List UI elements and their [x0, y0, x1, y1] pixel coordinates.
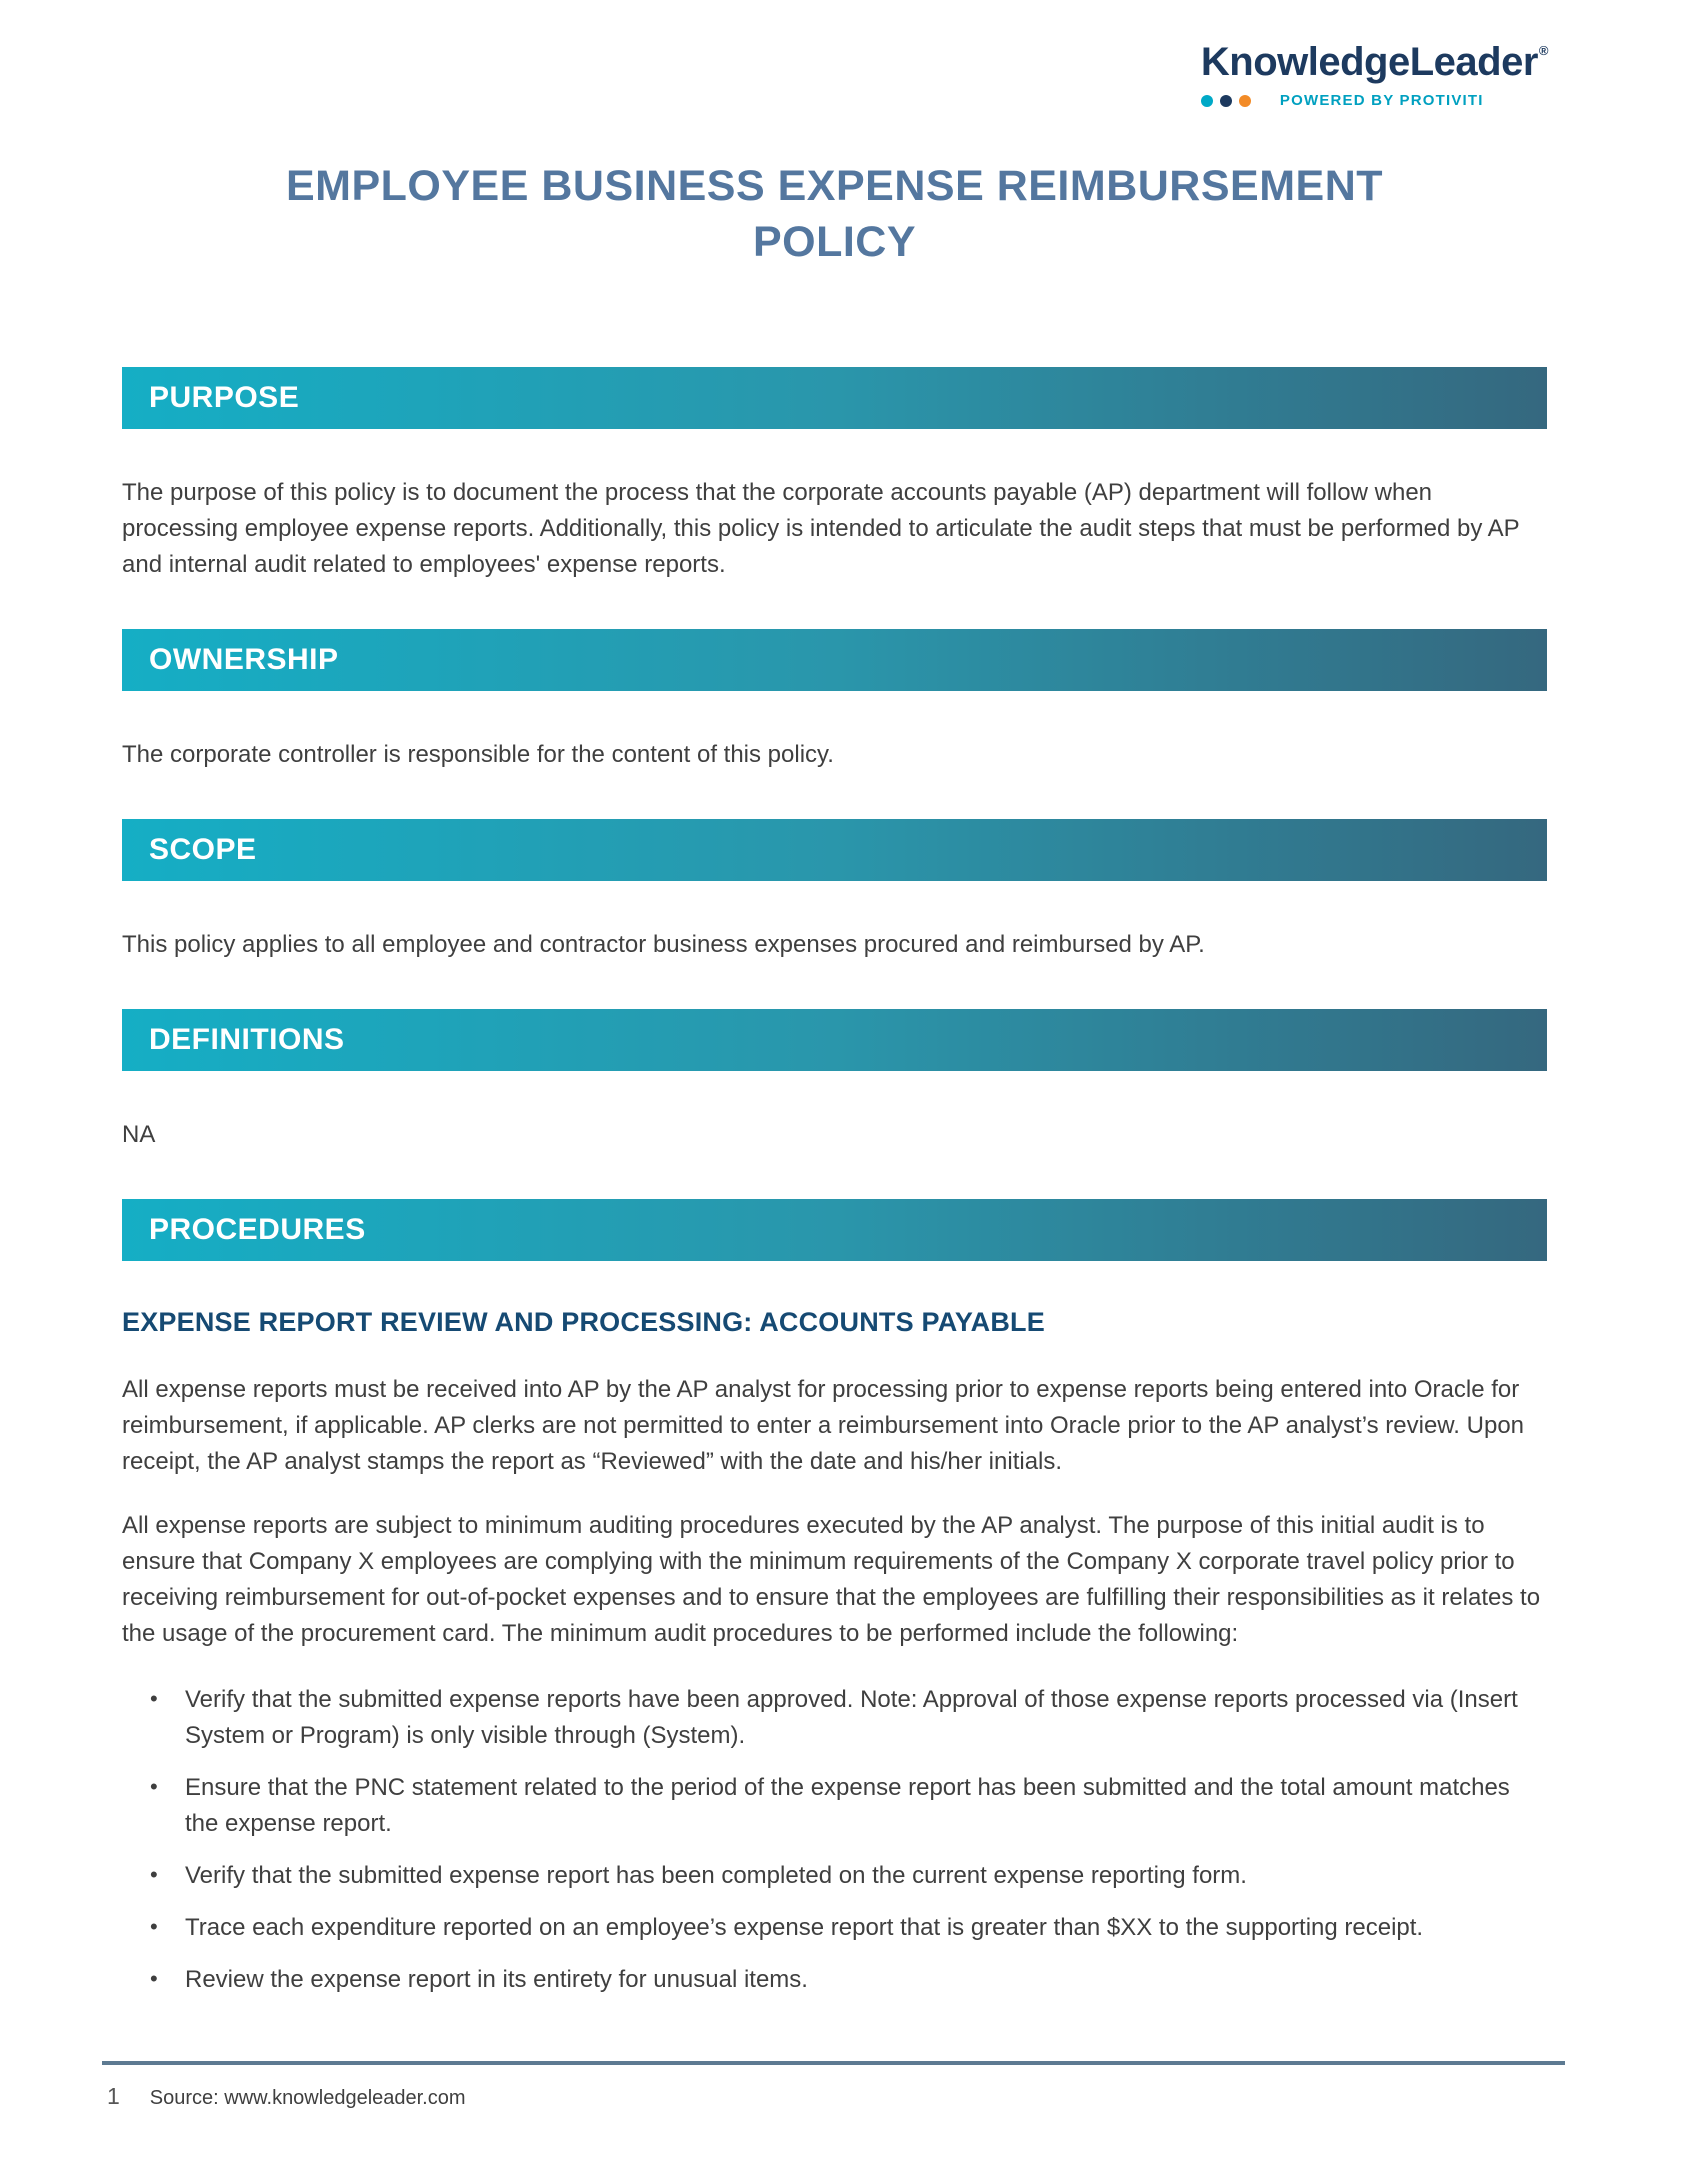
scope-body-text: This policy applies to all employee and contractor business expenses procured and reimbursed by AP.	[122, 930, 1205, 958]
logo-dot-teal-icon	[1201, 95, 1213, 107]
section-heading-label: PURPOSE	[149, 380, 300, 414]
logo-brand-text: KnowledgeLeader	[1200, 40, 1538, 84]
section-definitions	[122, 1009, 1547, 1153]
page-footer	[102, 2061, 1565, 2110]
footer-divider	[102, 2061, 1565, 2065]
section-heading-label: OWNERSHIP	[149, 642, 339, 676]
logo-tagline: POWERED BY PROTIVITI	[1279, 92, 1484, 109]
footer-row	[102, 2083, 1565, 2110]
registered-trademark-icon: ®	[1538, 43, 1548, 58]
list-item: • Trace each expenditure reported on an employee’s expense report that is greater than $XX to the supporting receipt.	[122, 1910, 1547, 1946]
page-title-line1: EMPLOYEE BUSINESS EXPENSE REIMBURSEMENT	[285, 162, 1384, 210]
section-heading-definitions	[122, 1009, 1547, 1071]
procedures-paragraph-1: All expense reports must be received into AP by the AP analyst for processing prior to expense reports being entered into Oracle for reimbursement, if applicable. AP clerks are not permitted to enter a reimbursement into Oracle prior to the AP analyst’s review. Upon receipt, the AP analyst stamps the report as “Reviewed” with the date and his/her initials.	[122, 1375, 1525, 1475]
list-item: • Verify that the submitted expense report has been completed on the current expense reporting form.	[122, 1858, 1547, 1894]
list-item: • Ensure that the PNC statement related to the period of the expense report has been submitted and the total amount matches the expense report.	[122, 1770, 1547, 1842]
procedures-subheading: EXPENSE REPORT REVIEW AND PROCESSING: ACCOUNTS PAYABLE	[122, 1306, 1045, 1337]
section-procedures	[122, 1199, 1547, 1998]
logo-tagline-row	[1201, 92, 1484, 109]
source-text: Source: www.knowledgeleader.com	[149, 2087, 466, 2109]
section-scope	[122, 819, 1547, 963]
list-item: • Review the expense report in its entirety for unusual items.	[122, 1962, 1547, 1998]
logo	[122, 40, 1547, 109]
section-heading-procedures	[122, 1199, 1547, 1261]
section-heading-scope	[122, 819, 1547, 881]
logo-wordmark	[1201, 40, 1547, 84]
logo-dot-navy-icon	[1220, 95, 1232, 107]
audit-procedures-list	[122, 1682, 1547, 1998]
section-heading-ownership	[122, 629, 1547, 691]
page-title	[122, 159, 1547, 271]
procedures-paragraph-2: All expense reports are subject to minimum auditing procedures executed by the AP analyst. The purpose of this initial audit is to ensure that Company X employees are complying with the minimum requirements of the Company X corporate travel policy prior to receiving reimbursement for out-of-pocket expenses and to ensure that the employees are fulfilling their responsibilities as it relates to the usage of the procurement card. The minimum audit procedures to be performed include the following:	[122, 1511, 1541, 1647]
page-title-line2: POLICY	[752, 217, 917, 266]
definitions-body-text: NA	[122, 1120, 156, 1148]
section-ownership	[122, 629, 1547, 773]
logo-dot-orange-icon	[1239, 95, 1251, 107]
list-item: • Verify that the submitted expense reports have been approved. Note: Approval of those expense reports processed via (Insert System or Program) is only visible through (System).	[122, 1682, 1547, 1754]
ownership-body-text: The corporate controller is responsible for the content of this policy.	[122, 740, 834, 768]
section-heading-label: SCOPE	[149, 832, 257, 866]
purpose-body-text: The purpose of this policy is to document the process that the corporate accounts payable (AP) department will follow when processing employee expense reports. Additionally, this policy is intended to articulate the audit steps that must be performed by AP and internal audit related to employees' expense reports.	[122, 478, 1520, 578]
section-heading-label: DEFINITIONS	[149, 1022, 345, 1056]
section-purpose	[122, 367, 1547, 583]
section-heading-label: PROCEDURES	[149, 1212, 366, 1246]
section-heading-purpose	[122, 367, 1547, 429]
logo-inner	[1201, 40, 1547, 109]
page-number: 1	[107, 2083, 120, 2109]
